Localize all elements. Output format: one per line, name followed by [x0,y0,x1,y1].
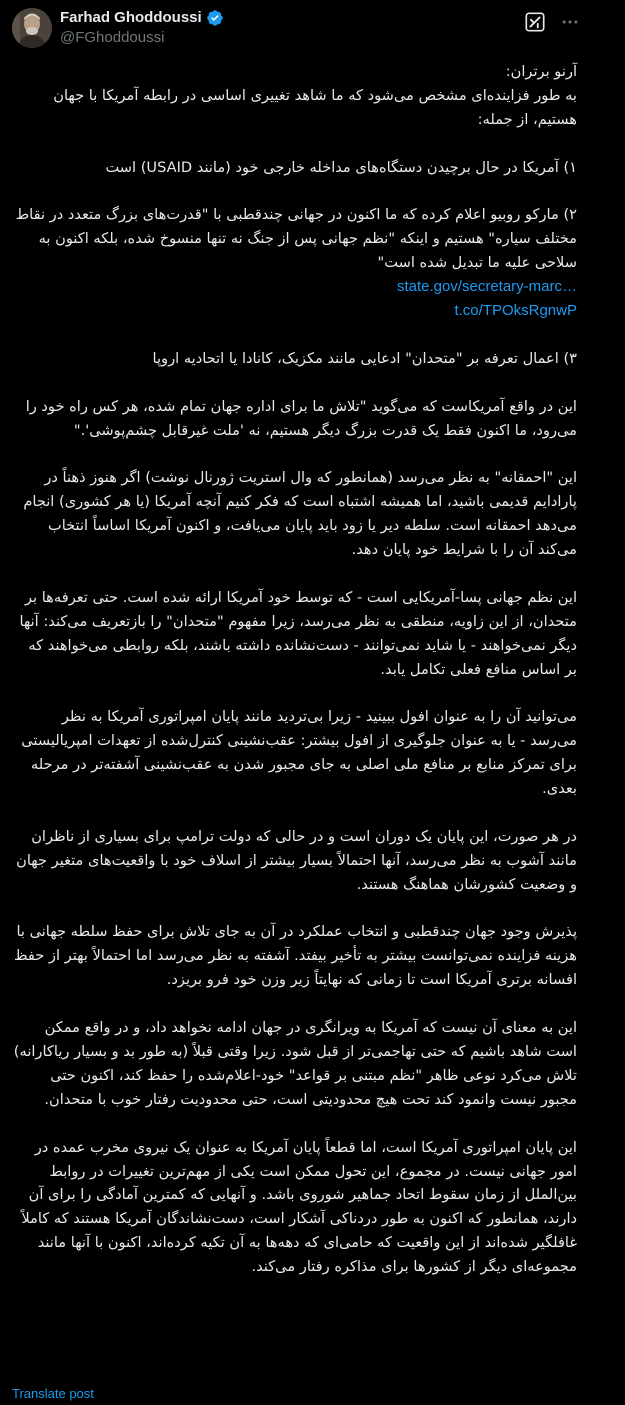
more-options-icon [560,12,580,32]
paragraph-5: در هر صورت، این پایان یک دوران است و در حالی که دولت ترامپ برای بسیاری از ناظران مانند آشوب به نظر می‌رسد، آنها احتمالاً بسیار بیشتر از اسلاف خود با واقعیت‌های متغیر جهان و وضعیت کشورشان هماهنگ هستند. [11,827,577,893]
paragraph-1: این در واقع آمریکاست که می‌گوید "تلاش ما برای اداره جهان تمام شده، هر کس راه خود را می‌رود، ما اکنون فقط یک قدرت بزرگ دیگر هستیم، نه 'ملت غیرقابل چشم‌پوشی'." [21,397,577,439]
grok-icon [524,11,546,33]
paragraph-2: این "احمقانه" به نظر می‌رسد (همانطور که وال استریت ژورنال نوشت) اگر هنوز ذهناً در پارادایم قدیمی باشید، اما همیشه اشتباه است که فکر کنیم آنچه آمریکا (یا هر کشوری) انجام می‌دهد احمقانه است. سلطه دیر یا زود باید پایان می‌یافت، و اکنون آمریکا اساساً انتخاب می‌کند آن را با شرایط خود پایان دهد. [18,469,577,559]
state-gov-link[interactable]: state.gov/secretary-marc… [396,278,577,296]
intro-line-2: به طور فزاینده‌ای مشخص می‌شود که ما شاهد تغییری اساسی در رابطه آمریکا با جهان هستیم، از جمله: [48,86,577,128]
point-3: ۳) اعمال تعرفه بر "متحدان" ادعایی مانند مکزیک، کانادا یا اتحادیه اروپا [152,349,577,367]
paragraph-6: پذیرش وجود جهان چندقطبی و انتخاب عملکرد در آن به جای تلاش برای حفظ سلطه جهانی با هزینه فزاینده نمی‌توانست بیشتر به تأخیر بیفتد. آشفته به نظر می‌رسد اما احتمالاً بهتر از حفظ افسانه برتری آمریکا است تا زمانی که نهایتاً زیر وزن خود فرو بریزد. [9,923,577,989]
tco-link[interactable]: t.co/TPOksRgnwP [454,302,577,320]
author-handle[interactable]: @FGhoddoussi [60,29,165,46]
grok-button[interactable] [522,9,548,35]
paragraph-8: این پایان امپراتوری آمریکا است، اما قطعاً پایان آمریکا به عنوان یک نیروی مخرب عمده در امور جهانی نیست. در مجموع، این تحول ممکن است یکی از مهم‌ترین تغییرات در روابط بین‌الملل از زمان سقوط اتحاد جماهیر شوروی باشد. و آنهایی که کمترین آمادگی را برای آن دارند، همانطور که اکنون به طور دردناکی آشکار است، دست‌نشاندگان آمریکا هستند که کاملاً غافلگیر شده‌اند از این واقعیت که حامی‌ای که دهه‌ها به آن تکیه کرده‌اند، اکنون با آنها مانند مجموعه‌ای دیگر از کشورها برای مذاکره رفتار می‌کند. [16,1138,577,1276]
author-name-row [60,8,224,28]
point-1: ۱) آمریکا در حال برچیدن دستگاه‌های مداخله خارجی خود (مانند USAID) است [105,158,577,176]
avatar-portrait-icon [12,8,52,48]
post-text [9,60,577,1279]
more-options-button[interactable] [556,9,584,35]
intro-line-1: آرنو برتران: [505,63,577,80]
author-display-name[interactable]: Farhad Ghoddoussi [60,9,202,26]
verified-badge-icon [206,9,224,27]
post-header [0,0,625,52]
avatar[interactable] [12,8,52,48]
point-2: ۲) مارکو روبیو اعلام کرده که ما اکنون در جهانی چندقطبی با "قدرت‌های بزرگ متعدد در نقاط مختلف سیاره" هستیم و اینکه "نظم جهانی پس از جنگ نه تنها منسوخ شده، بلکه اکنون به سلاحی علیه ما تبدیل شده است" [10,206,577,272]
paragraph-7: این به معنای آن نیست که آمریکا به ویرانگری در جهان ادامه نخواهد داد، و در واقع ممکن است شاهد باشیم که حتی تهاجمی‌تر از قبل شود. زیرا وقتی قبلاً (به طور بد و بسیار ریاکارانه) تلاش می‌کرد نوعی ظاهر "نظم مبتنی بر قواعد" خود-اعلام‌شده را حفظ کند، اکنون حتی مجبور نیست وانمود کند تحت هیچ محدودیتی است، حتی محدودیت رفتار خوب با متحدان. [9,1019,577,1108]
translate-post-button[interactable]: Translate post [12,1386,94,1401]
paragraph-3: این نظم جهانی پسا-آمریکایی است - که توسط خود آمریکا ارائه شده است. حتی تعرفه‌ها بر متحدان، از این زاویه، منطقی به نظر می‌رسد، زیرا مفهوم "متحدان" را بازتعریف می‌کند: آنها دیگر نمی‌خواهند - یا شاید نمی‌توانند - دست‌نشانده داشته باشند، بلکه روابطی می‌خواهند که بر اساس منافع فعلی تکامل یابد. [14,588,577,678]
paragraph-4: می‌توانید آن را به عنوان افول ببینید - زیرا بی‌تردید مانند پایان امپراتوری آمریکا به نظر می‌رسد - یا به عنوان جلوگیری از افول بیشتر: عقب‌نشینی کنترل‌شده از تعهدات امپریالیستی برای تمرکز منابع بر منافع ملی اصلی به جای مجبور شدن به عقب‌نشینی آشفته‌تر در مرحله بعدی. [16,708,577,798]
